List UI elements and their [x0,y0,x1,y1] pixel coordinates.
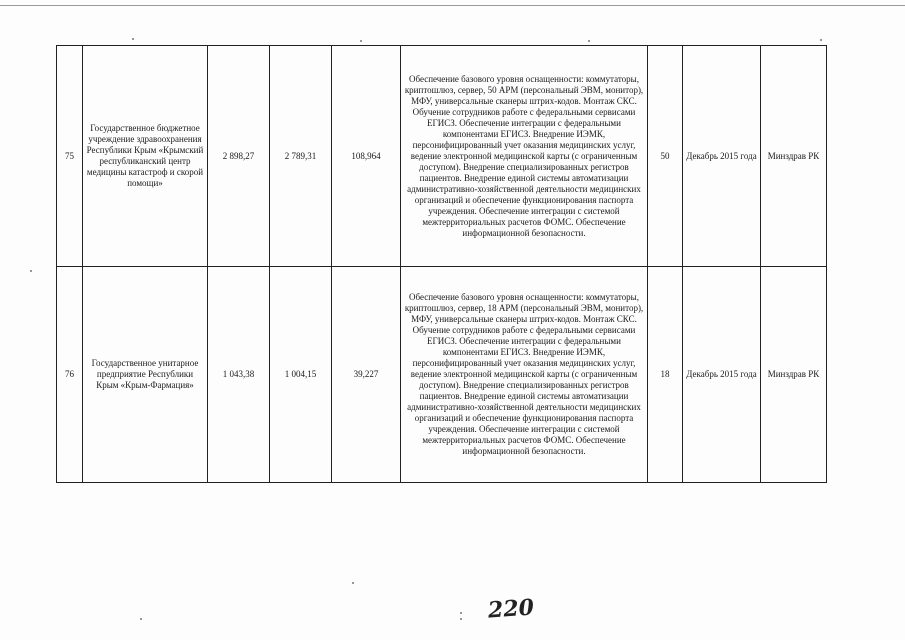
workstation-count: 50 [648,46,683,267]
work-description: Обеспечение базового уровня оснащенности: коммутаторы, криптошлюз, сервер, 18 АРМ (персональный ЭВМ, монитор), МФУ, универсальные сканеры штрих-кодов. Монтаж СКС. Обучение сотрудников работе с федеральными сервисами ЕГИСЗ. Обеспечение интеграции с федеральными компонентами ЕГИСЗ. Внедрение ИЭМК, персонифицированный учет оказания медицинских услуг, ведение электронной медицинской карты (с ограниченным доступом). Внедрение специализированных регистров пациентов. Внедрение единой системы автоматизации административно-хозяйственной деятельности медицинских организаций и обеспечение функционирования паспорта учреждения. Обеспечение интеграции с системой межтерриториальных расчетов ФОМС. Обеспечение информационной безопасности. [401,267,648,483]
amount-federal: 2 789,31 [270,46,332,267]
top-edge-rule [0,0,905,6]
scan-speck [30,270,32,272]
deadline: Декабрь 2015 года [683,46,761,267]
responsible-body: Минздрав РК [761,46,827,267]
scan-speck [460,612,462,614]
amount-regional: 108,964 [332,46,401,267]
scan-speck [460,618,462,620]
responsible-body: Минздрав РК [761,267,827,483]
scan-speck [588,40,590,42]
amount-federal: 1 004,15 [270,267,332,483]
row-number: 75 [57,46,83,267]
scan-speck [360,40,362,42]
organization-name: Государственное бюджетное учреждение здравоохранения Республики Крым «Крымский республиканский центр медицины катастроф и скорой помощи» [83,46,208,267]
work-description: Обеспечение базового уровня оснащенности: коммутаторы, криптошлюз, сервер, 50 АРМ (персональный ЭВМ, монитор), МФУ, универсальные сканеры штрих-кодов. Монтаж СКС. Обучение сотрудников работе с федеральными сервисами ЕГИСЗ. Обеспечение интеграции с федеральными компонентами ЕГИСЗ. Внедрение ИЭМК, персонифицированный учет оказания медицинских услуг, ведение электронной медицинской карты (с ограниченным доступом). Внедрение специализированных регистров пациентов. Внедрение единой системы автоматизации административно-хозяйственной деятельности медицинских организаций и обеспечение функционирования паспорта учреждения. Обеспечение интеграции с системой межтерриториальных расчетов ФОМС. Обеспечение информационной безопасности. [401,46,648,267]
scan-speck [140,618,142,620]
workstation-count: 18 [648,267,683,483]
amount-regional: 39,227 [332,267,401,483]
scan-speck [820,39,822,41]
table-row [57,267,827,483]
scan-speck [352,582,354,584]
amount-total: 2 898,27 [208,46,270,267]
amount-total: 1 043,38 [208,267,270,483]
project-table [56,45,827,483]
scan-speck [132,38,134,40]
deadline: Декабрь 2015 года [683,267,761,483]
table-row [57,46,827,267]
row-number: 76 [57,267,83,483]
organization-name: Государственное унитарное предприятие Республики Крым «Крым-Фармация» [83,267,208,483]
handwritten-page-number: 220 [487,594,535,624]
